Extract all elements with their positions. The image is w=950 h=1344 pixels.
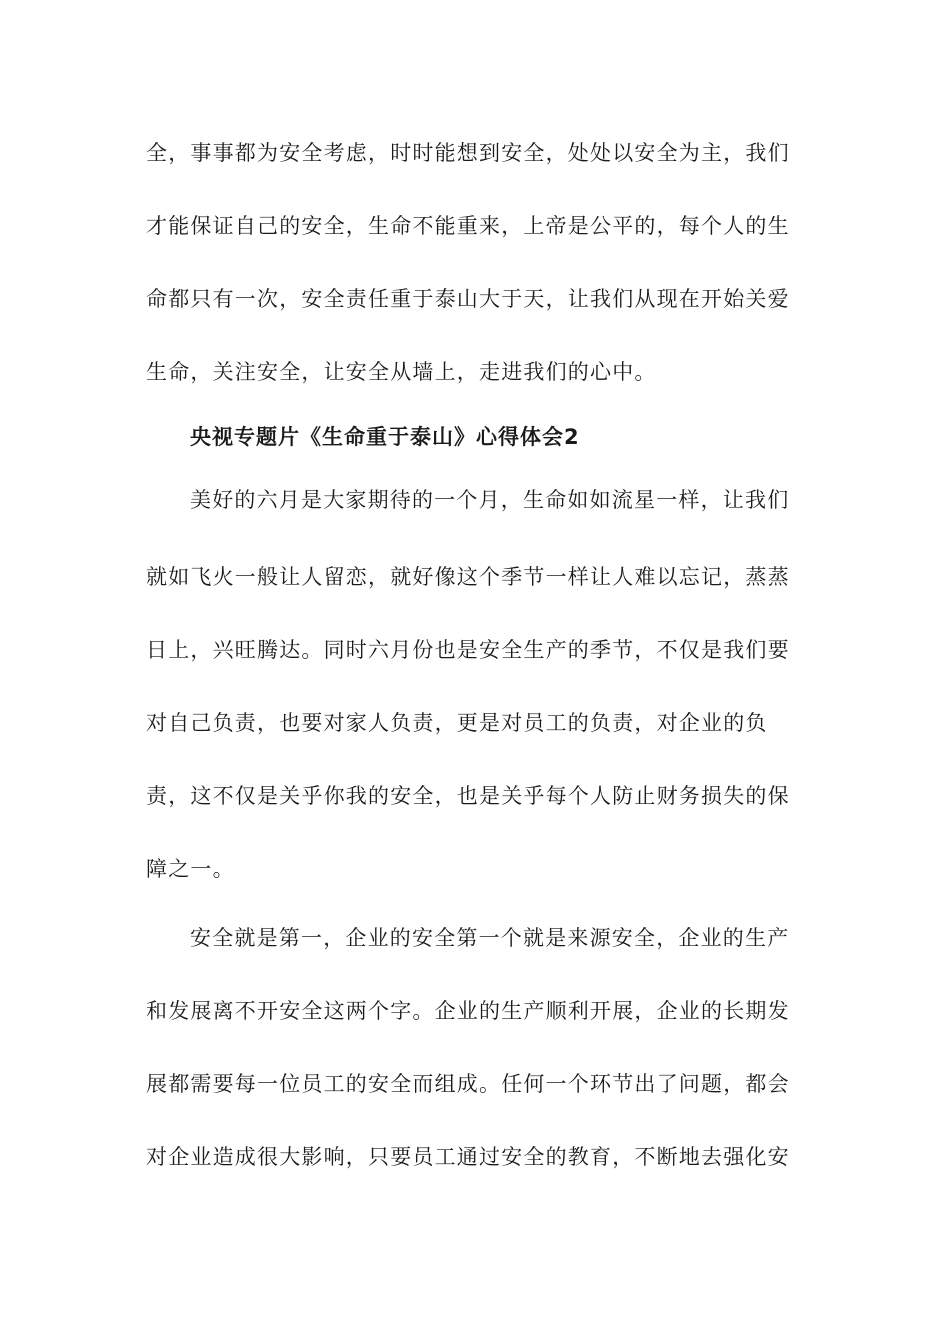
paragraph-1-line-3: 命都只有一次，安全责任重于泰山大于天，让我们从现在开始关爱 bbox=[146, 287, 790, 311]
paragraph-2-line-5: 责，这不仅是关乎你我的安全，也是关乎每个人防止财务损失的保 bbox=[146, 784, 790, 808]
paragraph-2-line-4: 对自己负责，也要对家人负责，更是对员工的负责，对企业的负 bbox=[146, 711, 768, 735]
paragraph-1-line-2: 才能保证自己的安全，生命不能重来，上帝是公平的，每个人的生 bbox=[146, 214, 790, 238]
paragraph-3-line-4: 对企业造成很大影响，只要员工通过安全的教育，不断地去强化安 bbox=[146, 1145, 790, 1169]
paragraph-1-line-1: 全，事事都为安全考虑，时时能想到安全，处处以安全为主，我们 bbox=[146, 141, 790, 165]
paragraph-2-line-6: 障之一。 bbox=[146, 857, 235, 881]
paragraph-2-line-2: 就如飞火一般让人留恋，就好像这个季节一样让人难以忘记，蒸蒸 bbox=[146, 565, 790, 589]
paragraph-3-line-2: 和发展离不开安全这两个字。企业的生产顺利开展，企业的长期发 bbox=[146, 999, 790, 1023]
paragraph-3-line-1: 安全就是第一，企业的安全第一个就是来源安全，企业的生产 bbox=[190, 926, 790, 950]
paragraph-2-line-1: 美好的六月是大家期待的一个月，生命如如流星一样，让我们 bbox=[190, 488, 790, 512]
paragraph-3-line-3: 展都需要每一位员工的安全而组成。任何一个环节出了问题，都会 bbox=[146, 1072, 790, 1096]
section-heading: 央视专题片《生命重于泰山》心得体会2 bbox=[190, 425, 580, 449]
paragraph-1-line-4: 生命，关注安全，让安全从墙上，走进我们的心中。 bbox=[146, 360, 657, 384]
paragraph-2-line-3: 日上，兴旺腾达。同时六月份也是安全生产的季节，不仅是我们要 bbox=[146, 638, 790, 662]
